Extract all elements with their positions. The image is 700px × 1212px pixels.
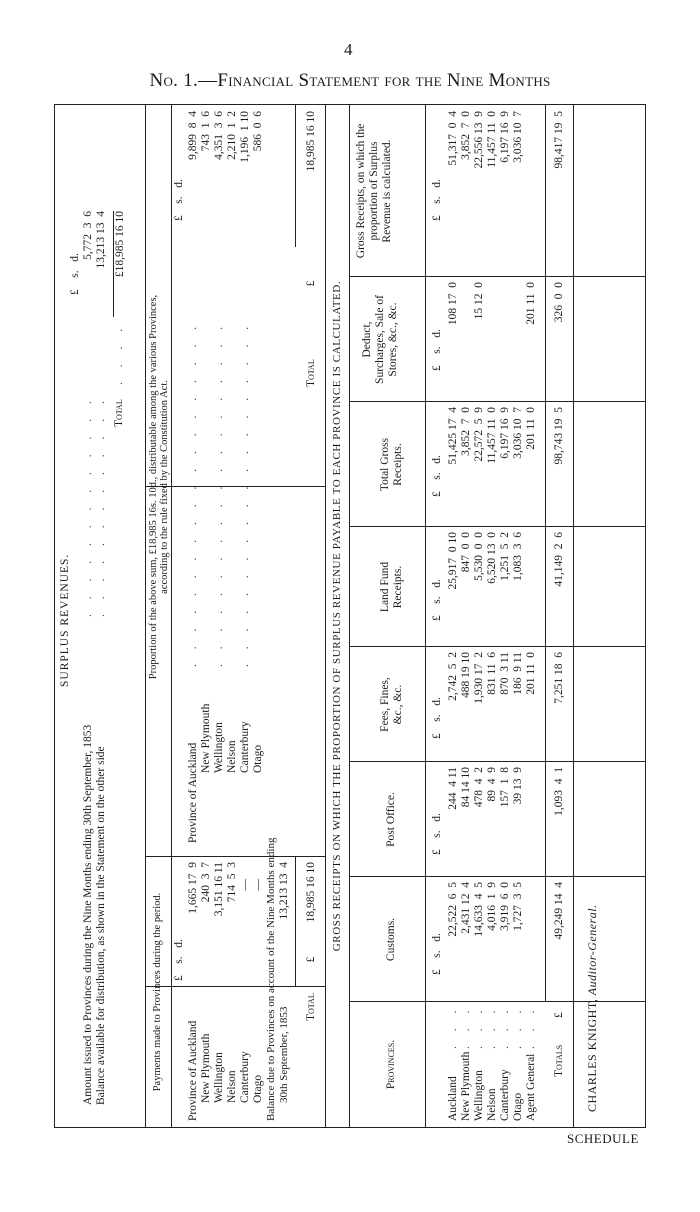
payments-balance-value: 13,213 13 4: [278, 862, 290, 920]
proportion-dots: . . . . . . . . . . . . . . . . . . . .: [239, 320, 251, 667]
payments-row-auckland-label: Province of Auckland: [187, 1020, 199, 1121]
surplus-line-2-dots: . . . . . . . . . . . . .: [95, 395, 107, 617]
gross-row-dots: . . .: [499, 1004, 511, 1049]
gross-cell: 22,522 6 5: [447, 882, 459, 937]
gross-cell: 25,917 0 10: [447, 532, 459, 590]
gross-total-cell: 98,417 19 5: [553, 111, 565, 169]
col-header-land-fund: Land Fund Receipts.: [379, 561, 404, 613]
col-header-deduct: Deduct, Surcharges, Sale of Stores, &c., &c.: [361, 295, 399, 384]
surplus-total-label: Total: [113, 399, 125, 427]
gross-cell: 3,036 10 7: [512, 407, 524, 459]
col-divider: [145, 486, 325, 487]
gross-cell: 51,425 17 4: [447, 407, 459, 465]
gross-cell: 2,431 12 4: [460, 882, 472, 934]
gross-cell: 3,919 6 0: [499, 882, 511, 931]
proportion-unit-header: £ s. d.: [173, 179, 185, 221]
rotated-table-body: [55, 105, 645, 1127]
proportion-row-wellington-label: Wellington: [213, 722, 225, 773]
surplus-line-2-value: 13,213 13 4: [95, 211, 107, 269]
payments-row-wellington-label: Wellington: [213, 1052, 225, 1103]
gross-cell: 847 0 0: [460, 532, 472, 573]
proportion-total-currency: £: [305, 280, 317, 287]
col-header-customs: Customs.: [385, 917, 397, 962]
rule: [295, 105, 296, 247]
surplus-heading: SURPLUS REVENUES.: [59, 553, 71, 687]
surplus-total-value: £18,985 16 10: [113, 211, 127, 317]
gross-cell: 1,930 17 2: [473, 652, 485, 704]
footer-catchword: SCHEDULE: [567, 1131, 639, 1146]
gross-cell: 201 11 0: [525, 282, 537, 325]
payments-row-otago-value: —: [252, 879, 264, 891]
proportion-row-wellington-value: 4,351 3 6: [213, 111, 225, 160]
proportion-header-2: according to the rule fixed by the Constitution Act.: [159, 380, 170, 594]
gross-total-cell: 326 0 0: [553, 282, 565, 323]
gross-cell: 11,457 11 0: [486, 407, 498, 464]
gross-cell: 3,036 10 7: [512, 111, 524, 163]
gross-row-province-label: Wellington: [473, 1070, 485, 1121]
unit-customs: £ s. d.: [431, 933, 443, 975]
payments-balance-label-1: Balance due to Provinces on account of the Nine Months ending: [265, 837, 277, 1121]
gross-cell: 4,016 1 9: [486, 882, 498, 931]
surplus-line-1-dots: . . . . . . . . . . . . .: [82, 395, 94, 617]
gross-cell: 84 14 10: [460, 767, 472, 808]
payments-total-text: Total: [305, 993, 317, 1021]
signature-name: CHARLES KNIGHT,: [585, 998, 599, 1112]
rule: [349, 105, 350, 1127]
payments-total-currency: £: [305, 956, 317, 963]
col-divider: [145, 856, 325, 857]
payments-row-otago-label: Otago: [252, 1074, 264, 1103]
proportion-total-text: Total: [305, 359, 317, 387]
payments-row-newplymouth-value: 240 3 7: [200, 862, 212, 903]
payments-row-canterbury-label: Canterbury: [239, 1051, 251, 1103]
gross-cell: 22,556 13 9: [473, 111, 485, 169]
payments-balance-label-2: 30th September, 1853: [278, 1006, 290, 1103]
proportion-row-otago-value: 586 0 6: [252, 111, 264, 152]
proportion-row-otago-label: Otago: [252, 744, 264, 773]
gross-cell: 15 12 0: [473, 282, 485, 320]
unit-fees: £ s. d.: [431, 697, 443, 739]
surplus-line-2-label: Balance available for distribution, as shown in the Statement on the other side: [95, 746, 107, 1105]
proportion-row-newplymouth-label: New Plymouth: [200, 703, 212, 773]
gross-total-cell: 49,249 14 4: [553, 882, 565, 940]
gross-total-cell: 1,093 4 1: [553, 767, 565, 816]
proportion-total-label: [305, 281, 318, 387]
gross-row-province-label: New Plymouth: [460, 1051, 472, 1121]
payments-row-newplymouth-label: New Plymouth: [200, 1033, 212, 1103]
gross-cell: 2,742 5 2: [447, 652, 459, 701]
rule: [295, 857, 296, 987]
gross-cell: 186 9 11: [512, 652, 524, 695]
rule: [171, 487, 172, 1127]
gross-row-dots: . . .: [525, 1004, 537, 1049]
gross-cell: 201 11 0: [525, 407, 537, 450]
gross-total-cell: 41,149 2 6: [553, 532, 565, 587]
page-title: No. 1.—Financial Statement for the Nine Months: [149, 70, 551, 91]
surplus-total-dots: . . . .: [113, 322, 125, 385]
gross-cell: 1,251 5 2: [499, 532, 511, 581]
gross-cell: 11,457 11 0: [486, 111, 498, 168]
unit-total: £ s. d.: [431, 455, 443, 497]
gross-total-cell: 7,251 18 6: [553, 652, 565, 704]
rule: [545, 105, 546, 1002]
gross-cell: 478 4 2: [473, 767, 485, 808]
gross-cell: 1,727 3 5: [512, 882, 524, 931]
gross-row-dots: . . .: [447, 1004, 459, 1049]
proportion-row-nelson-value: 2,210 1 2: [226, 111, 238, 160]
proportion-dots: . . . . . . . . . . . . . . . . . . . .: [213, 320, 225, 667]
proportion-total-value: 18,985 16 10: [305, 111, 317, 172]
gross-cell: 870 3 11: [499, 652, 511, 695]
proportion-dots: . . . . . . . . . . . . . . . . . . . .: [187, 320, 199, 667]
rule: [171, 105, 172, 487]
gross-row-dots: . . .: [512, 1004, 524, 1049]
rule: [145, 105, 146, 1127]
gross-cell: 14,633 4 5: [473, 882, 485, 937]
rule: [425, 105, 426, 1127]
payments-row-canterbury-value: —: [239, 879, 251, 891]
totals-label: [553, 1012, 566, 1077]
gross-total-cell: 98,743 19 5: [553, 407, 565, 465]
signature-role: Auditor-General.: [585, 904, 599, 996]
payments-row-wellington-value: 3,151 16 11: [213, 862, 225, 917]
gross-row-province-label: Agent General: [525, 1053, 537, 1121]
gross-cell: 51,317 0 4: [447, 111, 459, 166]
payments-total-value: 18,985 16 10: [305, 862, 317, 923]
col-header-fees: Fees, Fines, &c., &c.: [379, 677, 404, 732]
proportion-row-auckland-value: 9,899 8 4: [187, 111, 199, 160]
gross-row-province-label: Otago: [512, 1092, 524, 1121]
col-header-post-office: Post Office.: [385, 792, 397, 847]
gross-cell: 3,852 7 0: [460, 111, 472, 160]
payments-row-auckland-value: 1,665 17 9: [187, 862, 199, 914]
gross-cell: 831 11 6: [486, 652, 498, 695]
gross-row-province-label: Auckland: [447, 1076, 459, 1121]
page-number: 4: [344, 40, 353, 59]
gross-cell: 488 19 10: [460, 652, 472, 698]
gross-row-province-label: Nelson: [486, 1088, 498, 1121]
gross-row-province-label: Canterbury: [499, 1069, 511, 1121]
proportion-row-canterbury-label: Canterbury: [239, 721, 251, 773]
rule: [573, 105, 574, 1127]
gross-cell: 6,197 16 9: [499, 407, 511, 459]
proportion-row-newplymouth-value: 743 1 6: [200, 111, 212, 152]
gross-cell: 22,572 5 9: [473, 407, 485, 462]
col-header-gross-receipts: Gross Receipts, on which the proportion of Surplus Revenue is calculated.: [355, 123, 393, 259]
proportion-header-1: Proportion of the above sum, £18,985 16s. 10d., distributable among the various Provinces,: [148, 294, 159, 680]
gross-cell: 1,083 3 6: [512, 532, 524, 581]
financial-statement-table: [54, 104, 646, 1128]
payments-row-nelson-value: 714 5 3: [226, 862, 238, 903]
gross-cell: 244 4 11: [447, 767, 459, 810]
proportion-row-nelson-label: Nelson: [226, 740, 238, 773]
surplus-line-1-value: 5,772 3 6: [82, 211, 94, 260]
proportion-row-auckland-label: Province of Auckland: [187, 742, 199, 843]
surplus-line-1-label: Amount issued to Provinces during the Nine Months ending 30th September, 1853: [82, 724, 94, 1105]
gross-row-dots: . . .: [486, 1004, 498, 1049]
gross-cell: 6,197 16 9: [499, 111, 511, 163]
gross-cell: 108 17 0: [447, 282, 459, 326]
col-header-provinces: Provinces.: [385, 1039, 397, 1090]
gross-cell: 89 4 9: [486, 767, 498, 802]
gross-row-dots: . . .: [460, 1004, 472, 1049]
col-header-total-gross: Total Gross Receipts.: [379, 437, 404, 492]
signature: [586, 904, 599, 1112]
totals-currency: £: [553, 1012, 565, 1018]
unit-net: £ s. d.: [431, 179, 443, 221]
gross-row-dots: . . .: [473, 1004, 485, 1049]
totals-text: Totals: [553, 1044, 565, 1077]
unit-land: £ s. d.: [431, 579, 443, 621]
gross-cell: 6,520 13 0: [486, 532, 498, 584]
gross-cell: 5,530 0 0: [473, 532, 485, 581]
payments-row-nelson-label: Nelson: [226, 1070, 238, 1103]
gross-heading: GROSS RECEIPTS ON WHICH THE PROPORTION OF SURPLUS REVENUE PAYABLE TO EACH PROVINCE IS CALCULATED.: [331, 280, 343, 952]
gross-cell: 39 13 9: [512, 767, 524, 805]
rule: [325, 105, 326, 1127]
gross-cell: 3,852 7 0: [460, 407, 472, 456]
gross-cell: 157 1 8: [499, 767, 511, 808]
proportion-row-canterbury-value: 1,196 1 10: [239, 111, 251, 163]
payments-header: Payments made to Provinces during the period.: [152, 892, 163, 1092]
gross-cell: 201 11 0: [525, 652, 537, 695]
unit-post: £ s. d.: [431, 813, 443, 855]
surplus-unit-header: £ s. d.: [69, 253, 81, 295]
unit-deduct: £ s. d.: [431, 329, 443, 371]
payments-unit-header: £ s. d.: [173, 939, 185, 981]
